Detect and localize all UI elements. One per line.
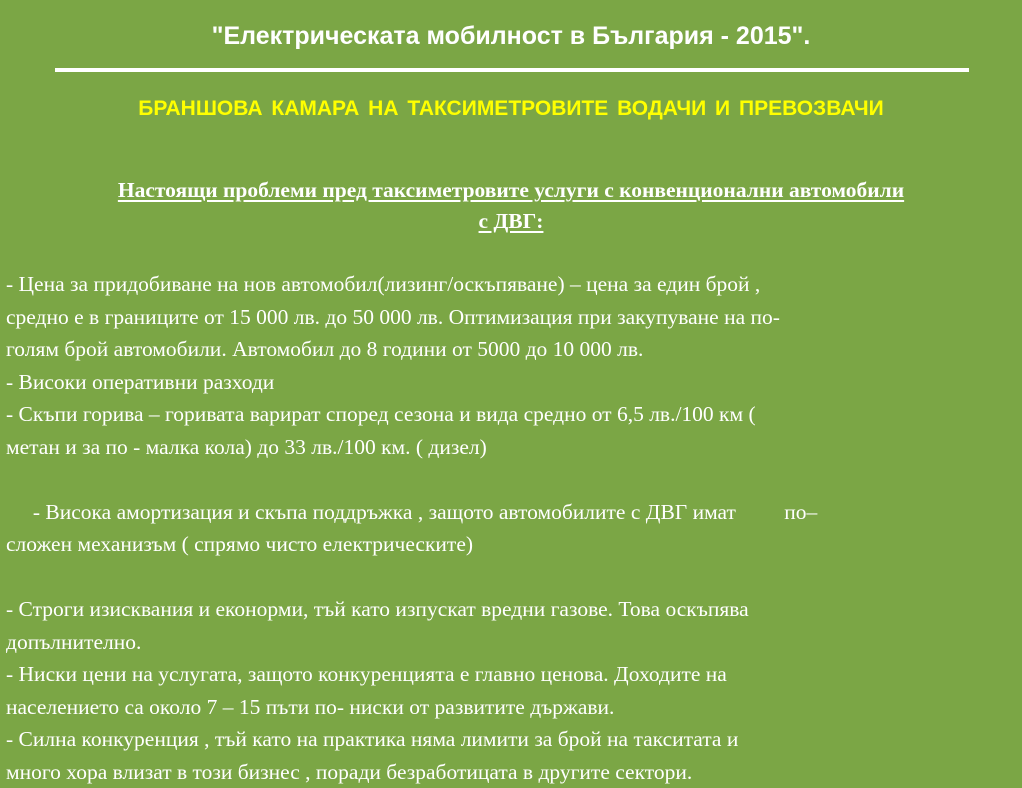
list-item-line: много хора влизат в този бизнес , поради безработицата в другите сектори.: [6, 759, 693, 784]
list-item: [6, 463, 1011, 593]
organization-name: БРАНШОВА КАМАРА НА ТАКСИМЕТРОВИТЕ ВОДАЧИ И ПРЕВОЗВАЧИ: [138, 97, 884, 120]
list-item: [6, 723, 1011, 788]
list-item-line: - Цена за придобиване на нов автомобил(лизинг/оскъпяване) – цена за един брой ,: [6, 272, 761, 296]
section-heading-line-1: Настоящи проблеми пред таксиметровите услуги с конвенционални автомобили: [117, 178, 905, 202]
list-item-line: - Ниски цени на услугата, защото конкуренцията е главно ценова. Доходите на: [6, 662, 727, 686]
title-divider: [55, 68, 969, 72]
list-item: [6, 366, 1011, 399]
list-item-line: - Висока амортизация и скъпа поддръжка , защото автомобилите с ДВГ имат по–: [27, 499, 818, 524]
problems-list: [6, 268, 1011, 788]
list-item: [6, 658, 1011, 723]
list-item-line: - Строги изисквания и еконорми, тъй като изпускат вредни газове. Това оскъпява: [6, 597, 749, 621]
list-item: [6, 398, 1011, 463]
list-item-line: населението са около 7 – 15 пъти по- ниски от развитите държави.: [6, 694, 615, 719]
list-item-line: голям брой автомобили. Автомобил до 8 години от 5000 до 10 000 лв.: [6, 337, 644, 361]
list-item-line: - Скъпи горива – горивата варират според сезона и вида средно от 6,5 лв./100 км (: [6, 402, 756, 426]
list-item-line: - Силна конкуренция , тъй като на практика няма лимити за брой на такситата и: [6, 727, 739, 751]
slide-title: "Електрическата мобилност в България - 2015".: [211, 22, 811, 50]
list-item-line: - Високи оперативни разходи: [6, 369, 275, 394]
section-heading: [0, 175, 1022, 237]
list-item: [6, 268, 1011, 366]
section-heading-line-2: с ДВГ:: [478, 209, 544, 233]
list-item-line: средно е в границите от 15 000 лв. до 50 000 лв. Оптимизация при закупуване на по-: [6, 304, 780, 329]
list-item-line: метан и за по - малка кола) до 33 лв./100 км. ( дизел): [6, 434, 487, 459]
list-item-line: сложен механизъм ( спрямо чисто електрическите): [6, 532, 474, 556]
list-item-line: допълнително.: [6, 629, 142, 654]
list-item: [6, 593, 1011, 658]
